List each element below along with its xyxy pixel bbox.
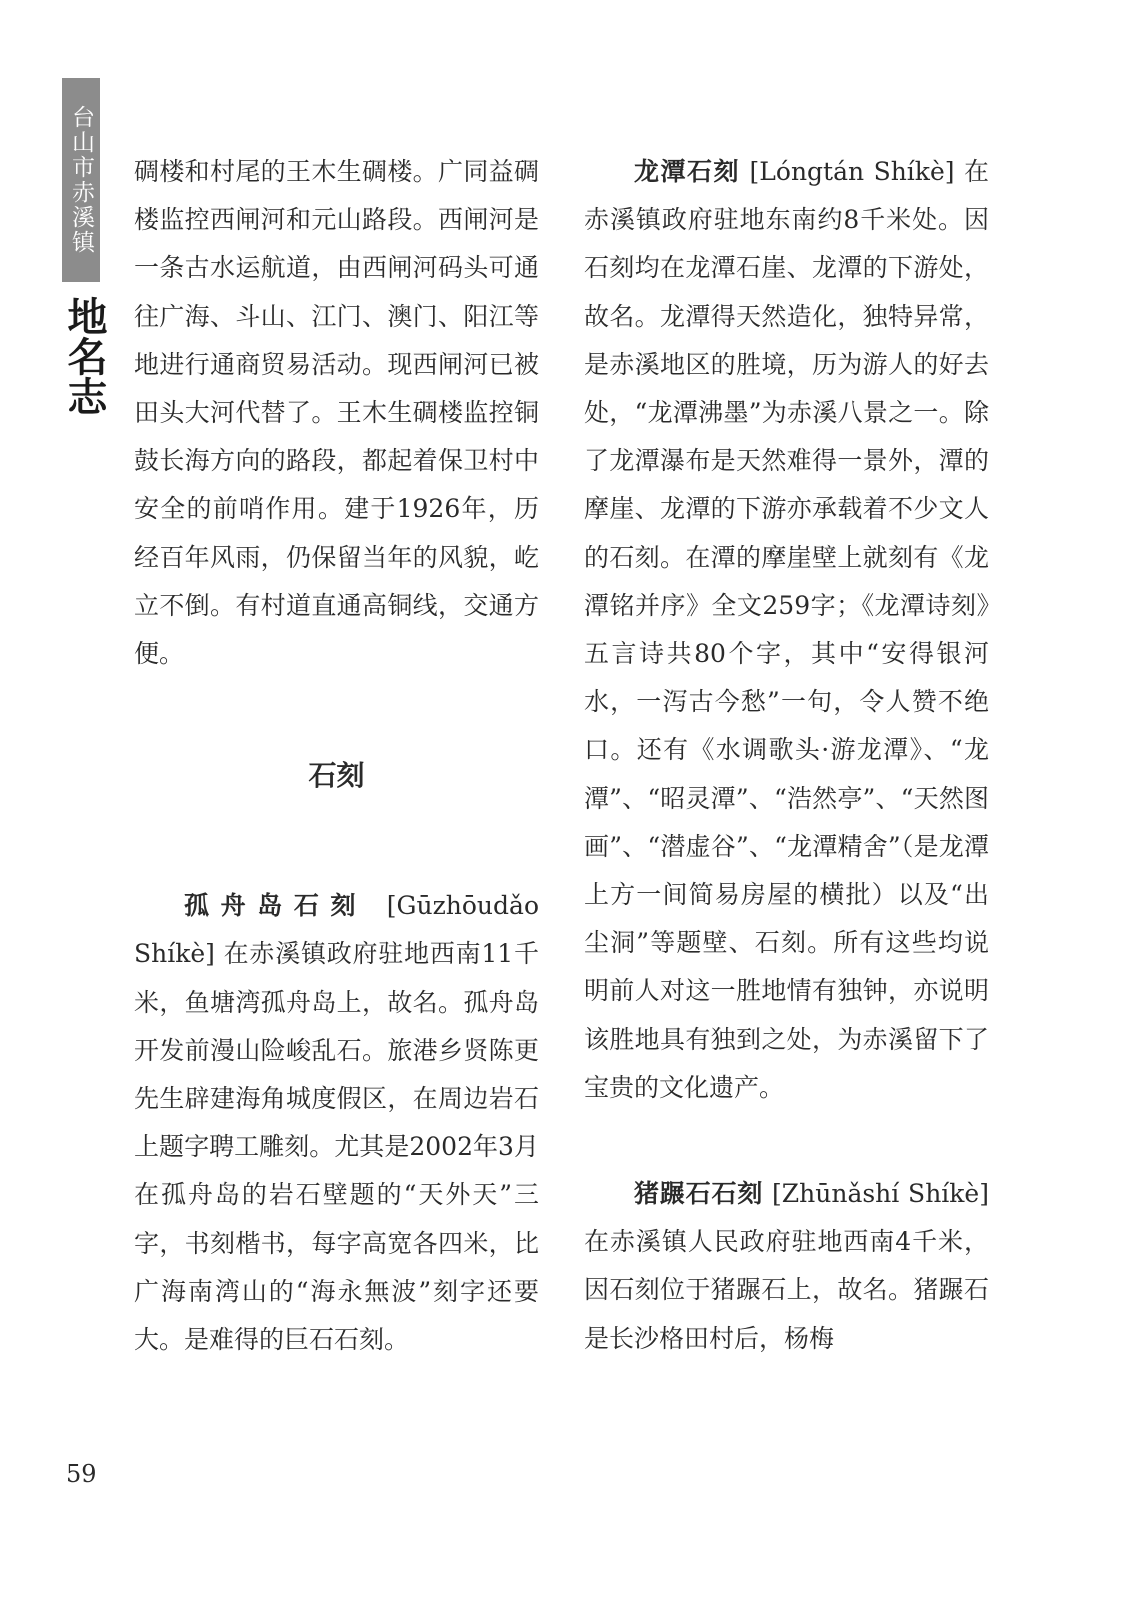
entry-pinyin: [Lóngtán Shíkè] [749, 157, 955, 186]
section-heading: 石刻 [308, 759, 365, 793]
entry-body: 在赤溪镇政府驻地西南11千米，鱼塘湾孤舟岛上，故名。孤舟岛开发前漫山险峻乱石。旅港乡贤陈更先生辟建海角城度假区，在周边岩石上题字聘工雕刻。尤其是2002年3月在孤舟岛的岩石壁题的“天外天”三字，书刻楷书，每字高宽各四米，比广海南湾山的“海永無波”刻字还要大。是难得的巨石石刻。 [134, 939, 539, 1355]
entry-zhunashi [584, 1170, 989, 1363]
entry-term: 孤舟岛石刻 [184, 891, 368, 921]
entry-body: 在赤溪镇政府驻地东南约8千米处。因石刻均在龙潭石崖、龙潭的下游处，故名。龙潭得天然造化，独特异常，是赤溪地区的胜境，历为游人的好去处，“龙潭沸墨”为赤溪八景之一。除了龙潭瀑布是天然难得一景外，潭的摩崖、龙潭的下游亦承载着不少文人的石刻。在潭的摩崖壁上就刻有《龙潭铭并序》全文259字；《龙潭诗刻》五言诗共80个字，其中“安得银河水，一泻古今愁”一句，令人赞不绝口。还有《水调歌头·游龙潭》、“龙潭”、“昭灵潭”、“浩然亭”、“天然图画”、“潜虚谷”、“龙潭精舍”（是龙潭上方一间简易房屋的横批）以及“出尘洞”等题壁、石刻。所有这些均说明前人对这一胜地情有独钟，亦说明该胜地具有独到之处，为赤溪留下了宝贵的文化遗产。 [584, 157, 989, 1102]
sidebar-book-region: 台山市赤溪镇 [62, 78, 100, 282]
sidebar-book-title: 地名志 [61, 296, 107, 416]
page-number: 59 [66, 1460, 97, 1488]
entry-gap [584, 1112, 989, 1170]
entry-term: 猪蹍石石刻 [634, 1179, 764, 1209]
entry-longtan [584, 148, 989, 1112]
left-column [134, 148, 539, 1364]
entry-body: 在赤溪镇人民政府驻地西南4千米，因石刻位于猪蹍石上，故名。猪蹍石是长沙格田村后，杨梅 [584, 1227, 989, 1353]
entry-pinyin: [Gūzhōudǎo Shíkè] [134, 891, 539, 969]
entry-guzhoudao [134, 882, 539, 1364]
right-column [584, 148, 989, 1363]
entry-pinyin: [Zhūnǎshí Shíkè] [772, 1179, 989, 1209]
paragraph-diaolou: 碉楼和村尾的王木生碉楼。广同益碉楼监控西闸河和元山路段。西闸河是一条古水运航道，由西闸河码头可通往广海、斗山、江门、澳门、阳江等地进行通商贸易活动。现西闸河已被田头大河代替了。王木生碉楼监控铜鼓长海方向的路段，都起着保卫村中安全的前哨作用。建于1926年，历经百年风雨，仍保留当年的风貌，屹立不倒。有村道直通高铜线，交通方便。 [134, 157, 539, 669]
entry-term: 龙潭石刻 [634, 157, 741, 186]
